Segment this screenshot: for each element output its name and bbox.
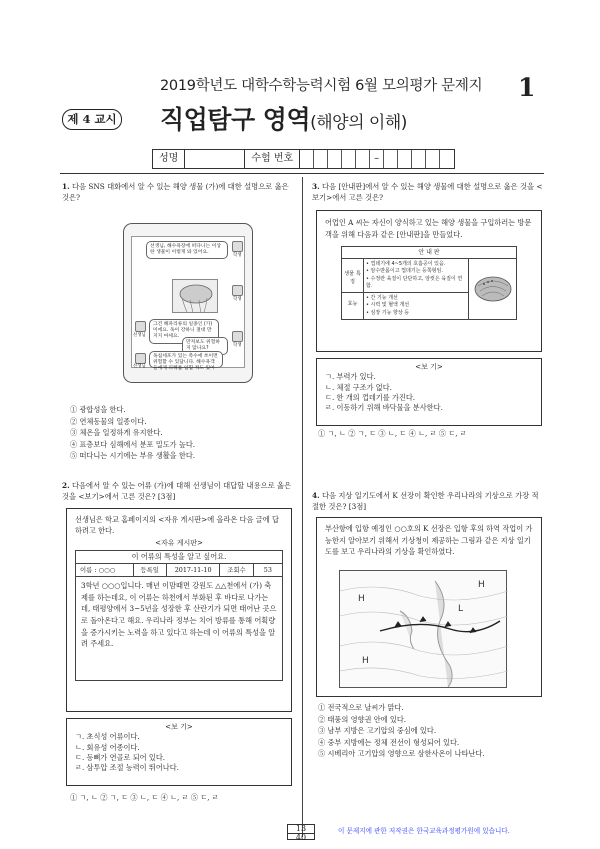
name-field[interactable] bbox=[185, 150, 245, 168]
q2-options[interactable]: ① ㄱ, ㄴ ② ㄱ, ㄷ ③ ㄴ, ㄷ ④ ㄴ, ㄹ ⑤ ㄷ, ㄹ bbox=[70, 793, 219, 802]
question-stem: 다음 [안내판]에서 알 수 있는 해양 생물에 대한 설명으로 옳은 것을 <보기>에서 고른 것은? bbox=[312, 182, 543, 203]
option[interactable]: ④ 중부 지방에는 정체 전선이 형성되어 있다. bbox=[318, 737, 460, 747]
notice-intro: 어업인 A 씨는 자신이 양식하고 있는 해양 생물을 구입하러는 방문객을 위해 다음과 같은 [안내판]을 만들었다. bbox=[325, 218, 532, 239]
views-count: 53 bbox=[263, 566, 272, 575]
chat-message: 독침세포가 있는 촉수에 쏘이면 위험할 수 있답니다. 해수욕객들에게 피해를 입힐 적도 있어 bbox=[149, 351, 223, 368]
option[interactable]: ② 태풍의 영향권 안에 있다. bbox=[318, 714, 407, 724]
question-stem: 다음 SNS 대화에서 알 수 있는 해양 생물 (가)에 대한 설명으로 옳은 것은? bbox=[62, 182, 289, 203]
chat-message: 선생님, 해수욕장에 떠다니는 이상한 생물이 이렇게 와 있어요. bbox=[146, 241, 228, 259]
row-text: • 간 기능 개선 • 시력 및 혈액 개선 • 심장 기능 향상 등 bbox=[366, 295, 410, 316]
panel-body bbox=[342, 259, 516, 319]
speaker-label: 학생 bbox=[233, 343, 242, 348]
speaker-label: 학생 bbox=[233, 253, 242, 258]
speaker-label: 선생님 bbox=[133, 333, 146, 338]
exam-number-cell[interactable] bbox=[384, 150, 398, 168]
teacher-avatar bbox=[135, 353, 146, 364]
bogi-item: ㄷ. 등뼈가 연골로 되어 있다. bbox=[75, 753, 166, 763]
option[interactable]: ① 전국적으로 날씨가 맑다. bbox=[318, 703, 404, 712]
student-avatar bbox=[232, 331, 243, 342]
column-divider bbox=[302, 177, 303, 837]
student-avatar bbox=[232, 285, 243, 296]
page-indicator bbox=[287, 824, 315, 840]
post-author: 이름 : ○○○ bbox=[76, 564, 134, 576]
board-intro: 선생님은 학교 홈페이지의 <자유 게시판>에 올라온 다음 글에 답하려고 한다. bbox=[75, 515, 279, 536]
page-total: 40 bbox=[295, 833, 307, 842]
bogi-label: <보 기> bbox=[165, 723, 193, 731]
question-1 bbox=[62, 181, 294, 204]
header-divider bbox=[60, 173, 544, 174]
row-text: • 껍데기에 4~5개의 호흡공이 있음. • 암수딴몸이고 껍데기는 등쪽형임. • 수정란 육질이 단단하고, 암컷은 육질이 연함. bbox=[366, 261, 463, 289]
question-3 bbox=[312, 181, 544, 204]
bogi-box bbox=[316, 358, 542, 426]
exam-number-cell[interactable] bbox=[300, 150, 314, 168]
row-label: 생물 특징 bbox=[342, 259, 364, 292]
q1-options bbox=[70, 404, 290, 462]
option[interactable]: ⑤ 시베리아 고기압의 영향으로 삼한사온이 나타난다. bbox=[318, 749, 485, 759]
weather-intro: 부산항에 입항 예정인 ○○호의 K 선장은 입항 후의 하역 작업이 가능한지 알아보기 위해서 기상청이 제공하는 그림과 같은 지상 일기도를 보고 우리나라의 기상을 확인하였다. bbox=[325, 524, 533, 557]
map-label: L bbox=[458, 604, 464, 614]
board-title: <자유 게시판> bbox=[155, 539, 203, 548]
bogi-item: ㄱ. 부력가 있다. bbox=[325, 372, 376, 382]
exam-title: 2019학년도 대학수학능력시험 6월 모의평가 문제지 bbox=[160, 78, 483, 94]
bogi-item: ㄹ. 삼투압 조절 능력이 뛰어나다. bbox=[75, 763, 179, 773]
subject-title bbox=[160, 102, 407, 138]
info-panel bbox=[341, 246, 517, 320]
panel-row bbox=[342, 293, 468, 319]
page-current: 13 bbox=[288, 825, 314, 834]
exam-number-cell[interactable] bbox=[440, 150, 454, 168]
option[interactable]: ② 연체동물의 일종이다. bbox=[70, 416, 147, 426]
option[interactable]: ⑤ 떠다니는 시기에는 부유 생활을 한다. bbox=[70, 451, 196, 461]
question-4 bbox=[312, 490, 544, 513]
map-label: H bbox=[362, 656, 369, 666]
exam-number-cell[interactable] bbox=[314, 150, 328, 168]
board-box bbox=[66, 508, 292, 712]
bogi-item: ㄷ. 한 개의 껍데기를 가진다. bbox=[325, 393, 416, 403]
name-label: 성명 bbox=[153, 150, 185, 168]
student-avatar bbox=[232, 241, 243, 252]
question-number: 2. bbox=[62, 481, 70, 490]
date-label: 등록일 bbox=[134, 564, 167, 576]
chat-screen bbox=[131, 236, 245, 372]
jellyfish-image bbox=[172, 279, 218, 313]
option[interactable]: ③ 남부 지방은 고기압의 중심에 있다. bbox=[318, 726, 437, 736]
exam-number-cell[interactable] bbox=[426, 150, 440, 168]
question-number: 4. bbox=[312, 491, 320, 500]
chat-message: 그건 해파리류의 일종인 (가) 이에요. 독이 강하니 절대 만지지 마세요. bbox=[149, 319, 219, 344]
bogi-item: ㄹ. 이동하기 위해 바닥물을 분사한다. bbox=[325, 403, 443, 413]
subject-main: 직업탐구 영역 bbox=[160, 105, 311, 134]
exam-number-cell[interactable] bbox=[398, 150, 412, 168]
question-2 bbox=[62, 480, 294, 503]
bogi-item: ㄴ. 회유성 어종이다. bbox=[75, 742, 140, 752]
question-number: 3. bbox=[312, 182, 320, 191]
abalone-image bbox=[468, 259, 516, 319]
option[interactable]: ① 광합성을 한다. bbox=[70, 405, 126, 414]
teacher-avatar bbox=[135, 321, 146, 332]
map-label: H bbox=[358, 594, 365, 604]
q3-options[interactable]: ① ㄱ, ㄴ ② ㄱ, ㄷ ③ ㄴ, ㄷ ④ ㄴ, ㄹ ⑤ ㄷ, ㄹ bbox=[318, 429, 467, 438]
question-stem: 다음에서 알 수 있는 어류 (가)에 대해 선생님이 대답할 내용으로 옳은 것을 <보기>에서 고른 것은? [3점] bbox=[62, 481, 292, 502]
option[interactable]: ④ 표층보다 심해에서 분포 밀도가 높다. bbox=[70, 439, 196, 449]
bogi-item: ㄴ. 체절 구조가 없다. bbox=[325, 382, 392, 392]
question-number: 1. bbox=[62, 182, 70, 191]
row-label: 효능 bbox=[342, 293, 364, 319]
exam-number-cell[interactable] bbox=[412, 150, 426, 168]
weather-map bbox=[339, 570, 507, 688]
bogi-label: <보 기> bbox=[415, 363, 443, 371]
identity-row bbox=[152, 149, 455, 169]
post-meta bbox=[75, 564, 283, 577]
exam-number-label: 수험 번호 bbox=[245, 150, 300, 168]
phone-illustration bbox=[123, 223, 253, 383]
speaker-label: 선생님 bbox=[133, 364, 146, 369]
subject-sub: (해양의 이해) bbox=[310, 113, 407, 133]
bogi-item: ㄱ. 초식성 어류이다. bbox=[75, 732, 140, 742]
weather-map-svg bbox=[340, 571, 508, 689]
abalone-icon bbox=[472, 272, 514, 306]
post-title: 이 어류의 특성을 알고 싶어요. bbox=[75, 550, 283, 564]
map-label: H bbox=[478, 580, 485, 590]
chat-message: 만져보도 위험하지 않나요? bbox=[182, 337, 228, 355]
exam-number-cell[interactable] bbox=[356, 150, 370, 168]
panel-title: 안 내 판 bbox=[342, 247, 516, 259]
panel-row bbox=[342, 259, 468, 293]
q4-options bbox=[318, 702, 544, 760]
question-stem: 다음 지상 일기도에서 K 선장이 확인한 우리나라의 기상으로 가장 적절한 것은? [3점] bbox=[312, 491, 539, 512]
exam-number-cell[interactable] bbox=[328, 150, 342, 168]
speaker-label: 학생 bbox=[233, 297, 242, 302]
exam-number-cell[interactable] bbox=[342, 150, 356, 168]
post-date: 2017-11-10 bbox=[167, 564, 221, 576]
page-number: 1 bbox=[518, 73, 536, 102]
views-label: 조회수 bbox=[220, 564, 253, 576]
jellyfish-icon bbox=[173, 280, 219, 314]
period-badge: 제 4 교시 bbox=[62, 109, 122, 130]
option[interactable]: ③ 체온을 일정하게 유지한다. bbox=[70, 428, 163, 438]
copyright-notice: 이 문제지에 관한 저작권은 한국교육과정평가원에 있습니다. bbox=[338, 827, 510, 835]
post-body: 3학년 ○○○입니다. 매년 이맘때면 강원도 △△천에서 (가) 축제를 하는데요, 이 어류는 하천에서 부화된 후 바다로 나가는데, 태평양에서 3~5년을 성장한 후 산란기가 되면 태어난 곳으로 돌아온다고 해요. 우리나라 정부는 치어 방류를 통해 어획량을 증가시키는 노력을 하고 있다고 하는데 이 어류의 특성을 알려 주세요. bbox=[75, 577, 283, 681]
bogi-box bbox=[66, 718, 292, 786]
notice-box bbox=[316, 210, 542, 352]
exam-number-dash: – bbox=[370, 150, 384, 168]
